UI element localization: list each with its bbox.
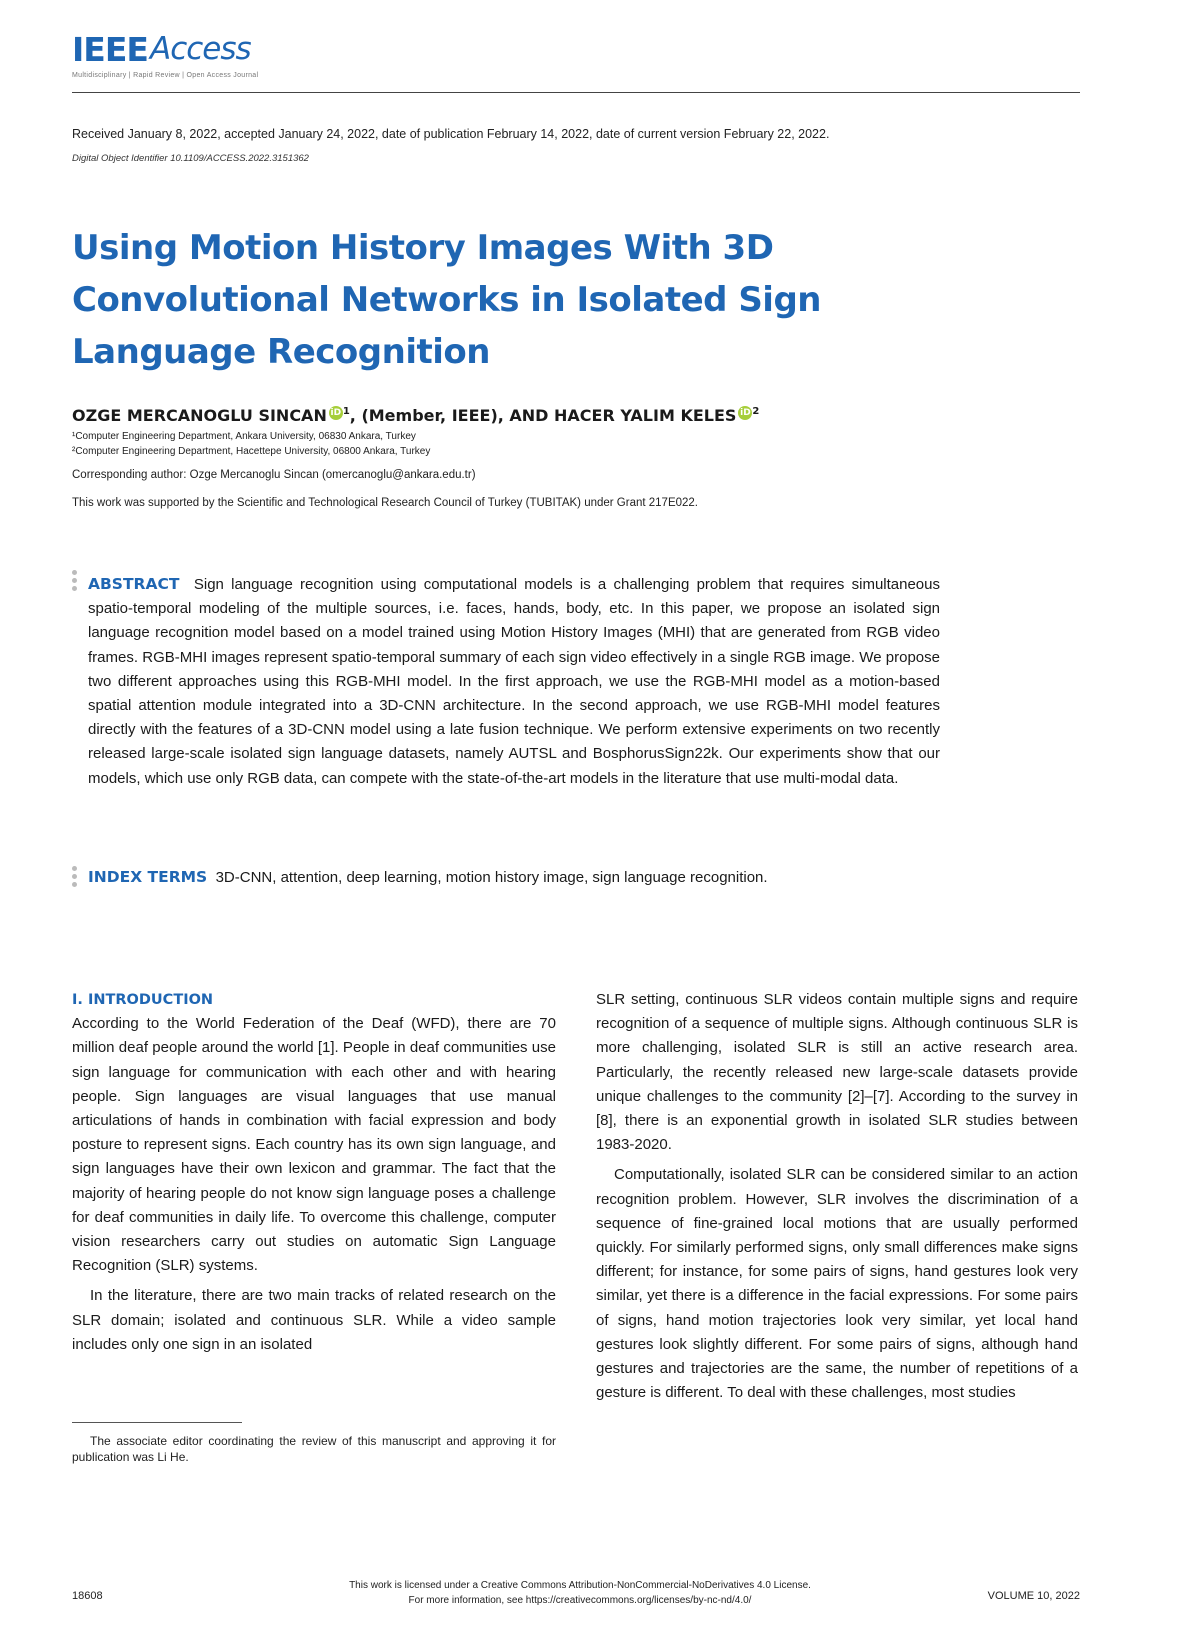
license-link[interactable]: For more information, see https://creativecommons.org/licenses/by-nc-nd/4.0/ xyxy=(408,1595,752,1606)
abstract-text: Sign language recognition using computational models is a challenging problem that requires simultaneous spatio-temporal modeling of the multiple sources, i.e. faces, hands, body, etc. In this paper, we propose an isolated sign language recognition model based on a model trained using Motion History Images (MHI) that are generated from RGB video frames. RGB-MHI images represent spatio-temporal summary of each sign video effectively in a single RGB image. We propose two different approaches using this RGB-MHI model. In the first approach, we use the RGB-MHI model as a motion-based spatial attention module integrated into a 3D-CNN architecture. In the second approach, we use RGB-MHI model features directly with the features of a 3D-CNN model using a late fusion technique. We perform extensive experiments on two recently released large-scale isolated sign language datasets, namely AUTSL and BosphorusSign22k. Our experiments show that our models, which use only RGB data, can compete with the state-of-the-art models in the literature that use multi-modal data. xyxy=(88,576,940,787)
corresponding-author: Corresponding author: Ozge Mercanoglu Sincan (omercanoglu@ankara.edu.tr) xyxy=(72,469,476,481)
index-terms xyxy=(88,868,940,886)
intro-paragraph-3: SLR setting, continuous SLR videos contain multiple signs and require recognition of a sequence of multiple signs. Although continuous SLR is more challenging, isolated SLR is still an active research area. Particularly, the recently released new large-scale datasets provide unique challenges to the community [2]–[7]. According to the survey in [8], there is an exponential growth in isolated SLR studies between 1983-2020. xyxy=(596,991,1078,1154)
column-left xyxy=(72,988,556,1357)
author-1-affiliation: 1 xyxy=(342,406,350,417)
index-terms-text: 3D-CNN, attention, deep learning, motion history image, sign language recognition. xyxy=(215,869,768,886)
intro-paragraph-2: In the literature, there are two main tracks of related research on the SLR domain; isolated and continuous SLR. While a video sample includes only one sign in an isolated xyxy=(72,1287,556,1353)
paper-title: Using Motion History Images With 3D Convolutional Networks in Isolated Sign Language Recognition xyxy=(72,228,822,372)
intro-paragraph-1: According to the World Federation of the Deaf (WFD), there are 70 million deaf people around the world [1]. People in deaf communities use sign language for communication with each other and with hearing people. Sign languages are visual languages that use manual articulations of hands in combination with facial expression and body posture to represent signs. Each country has its own sign language, and sign languages have their own lexicon and grammar. The fact that the majority of hearing people do not know sign language poses a challenge for deaf communities in daily life. To overcome this challenge, computer vision researchers carry out studies on automatic Sign Language Recognition (SLR) systems. xyxy=(72,1015,556,1275)
author-2-affiliation: 2 xyxy=(752,406,760,417)
header-rule xyxy=(72,92,1080,93)
abstract-label: ABSTRACT xyxy=(88,575,180,593)
publication-dates: Received January 8, 2022, accepted January 24, 2022, date of publication February 14, 2022, date of current version February 22, 2022. xyxy=(72,127,830,141)
abstract-marker-icon xyxy=(72,570,78,594)
editor-footnote: The associate editor coordinating the review of this manuscript and approving it for publication was Li He. xyxy=(72,1434,556,1464)
index-terms-label: INDEX TERMS xyxy=(88,868,208,886)
funding-note: This work was supported by the Scientific and Technological Research Council of Turkey (TUBITAK) under Grant 217E022. xyxy=(72,497,698,509)
license-notice xyxy=(260,1578,900,1608)
abstract xyxy=(88,572,940,791)
access-logo: Access xyxy=(150,31,251,67)
page-number: 18608 xyxy=(72,1590,103,1602)
author-list xyxy=(72,406,759,425)
ieee-logo: IEEE xyxy=(72,30,148,69)
footnote-rule xyxy=(72,1422,242,1423)
orcid-icon[interactable]: iD xyxy=(330,408,342,418)
affiliation-1: ¹Computer Engineering Department, Ankara University, 06830 Ankara, Turkey xyxy=(72,431,416,442)
intro-paragraph-4: Computationally, isolated SLR can be considered similar to an action recognition problem. However, SLR involves the discrimination of a sequence of fine-grained local motions that are usually performed quickly. For similarly performed signs, only small differences make signs different; for instance, for some pairs of signs, hand gestures look very similar, yet there is a difference in the facial expressions. For some pairs of signs, hand motion trajectories look very similar, yet local hand gestures look slightly different. For some pairs of signs, although hand gestures and trajectories are the same, the number of repetitions of a gesture is different. To deal with these challenges, most studies xyxy=(596,1166,1078,1402)
license-line-1: This work is licensed under a Creative Commons Attribution-NonCommercial-NoDerivatives 4.0 License. xyxy=(349,1580,811,1591)
volume-label: VOLUME 10, 2022 xyxy=(987,1590,1080,1602)
logo-tagline: Multidisciplinary | Rapid Review | Open Access Journal xyxy=(72,72,259,79)
section-heading-introduction: I. INTRODUCTION xyxy=(72,992,214,1008)
column-right xyxy=(596,988,1078,1405)
doi: Digital Object Identifier 10.1109/ACCESS.2022.3151362 xyxy=(72,153,309,164)
author-2: , (Member, IEEE), AND HACER YALIM KELES xyxy=(349,406,737,425)
orcid-icon[interactable]: iD xyxy=(740,408,751,418)
index-terms-marker-icon xyxy=(72,866,78,890)
author-1: OZGE MERCANOGLU SINCAN xyxy=(72,406,327,425)
affiliation-2: ²Computer Engineering Department, Hacettepe University, 06800 Ankara, Turkey xyxy=(72,446,431,457)
